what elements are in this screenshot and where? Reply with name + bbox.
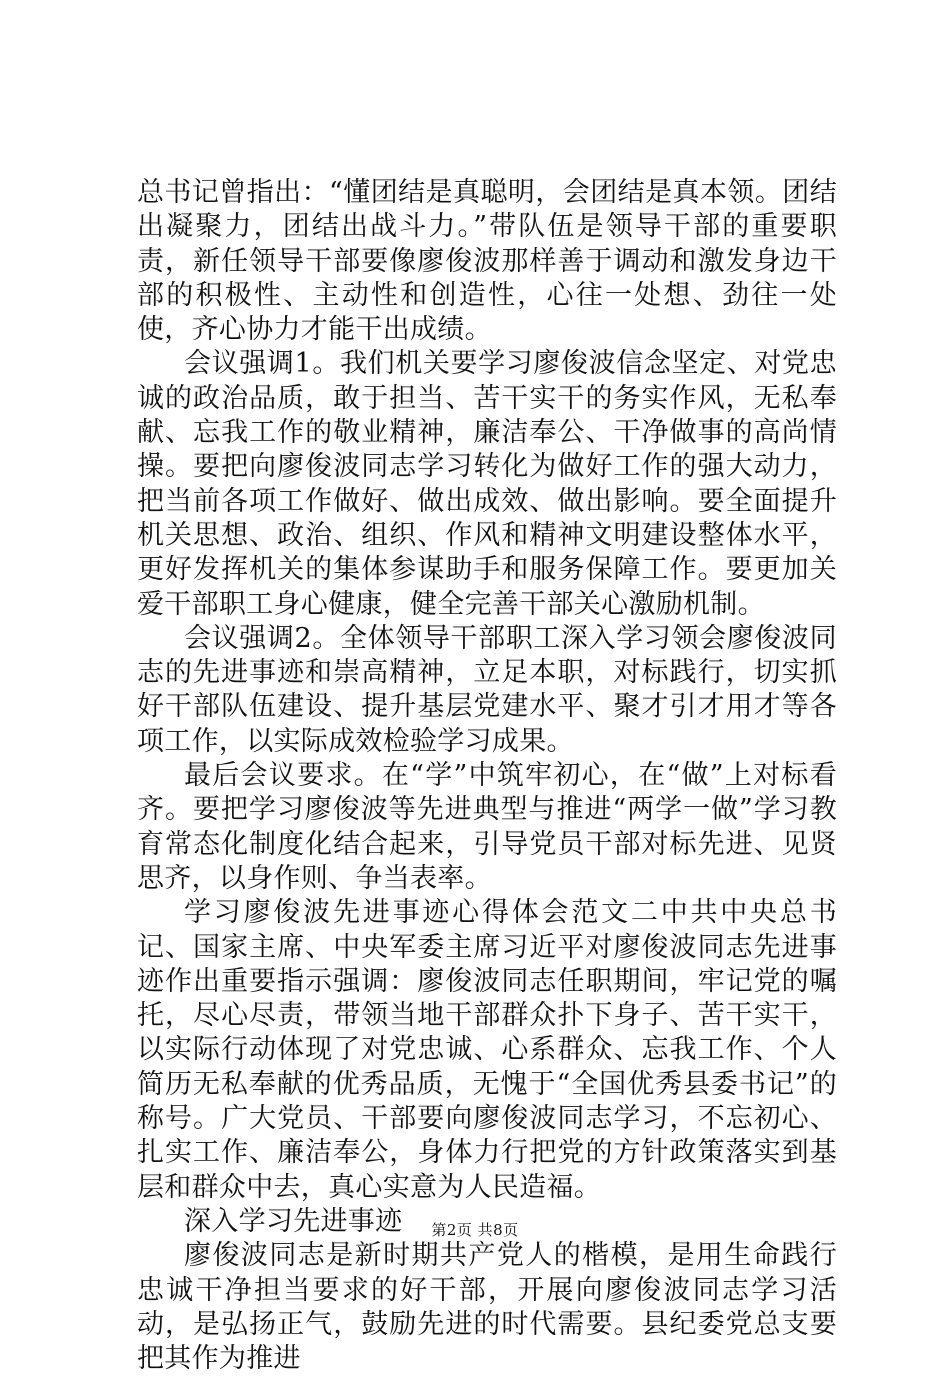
paragraph-5: 学习廖俊波先进事迹心得体会范文二中共中央总书记、国家主席、中央军委主席习近平对廖俊波同志先进事迹作出重要指示强调：廖俊波同志任职期间，牢记党的嘱托，尽心尽责，带领当地干部群众扑下身子、苦干实干，以实际行动体现了对党忠诚、心系群众、忘我工作、个人简历无私奉献的优秀品质，无愧于“全国优秀县委书记”的称号。广大党员、干部要向廖俊波同志学习，不忘初心、扎实工作、廉洁奉公，身体力行把党的方针政策落实到基层和群众中去，真心实意为人民造福。 [137,897,837,1203]
page-footer [0,1219,950,1240]
section-heading: 深入学习先进事迹 [184,1205,403,1237]
body-text [137,176,837,1376]
paragraph-1: 总书记曾指出：“懂团结是真聪明，会团结是真本领。团结出凝聚力，团结出战斗力。”带队伍是领导干部的重要职责，新任领导干部要像廖俊波那样善于调动和激发身边干部的积极性、主动性和创造性，心往一处想、劲往一处使，齐心协力才能干出成绩。 [137,177,837,346]
paragraph-6: 廖俊波同志是新时期共产党人的楷模，是用生命践行忠诚干净担当要求的好干部，开展向廖俊波同志学习活动，是弘扬正气，鼓励先进的时代需要。县纪委党总支要把其作为推进 [137,1240,837,1375]
paragraph-4: 最后会议要求。在“学”中筑牢初心，在“做”上对标看齐。要把学习廖俊波等先进典型与推进“两学一做”学习教育常态化制度化结合起来，引导党员干部对标先进、见贤思齐，以身作则、争当表率。 [137,760,837,894]
paragraph-2: 会议强调1。我们机关要学习廖俊波信念坚定、对党忠诚的政治品质，敢于担当、苦干实干的务实作风，无私奉献、忘我工作的敬业精神，廉洁奉公、干净做事的高尚情操。要把向廖俊波同志学习转化为做好工作的强大动力，把当前各项工作做好、做出成效、做出影响。要全面提升机关思想、政治、组织、作风和精神文明建设整体水平，更好发挥机关的集体参谋助手和服务保障工作。要更加关爱干部职工身心健康，健全完善干部关心激励机制。 [137,348,837,620]
paragraph-3: 会议强调2。全体领导干部职工深入学习领会廖俊波同志的先进事迹和崇高精神，立足本职，对标践行，切实抓好干部队伍建设、提升基层党建水平、聚才引才用才等各项工作，以实际成效检验学习成果。 [137,622,837,757]
page-number-label: 第2页 共8页 [431,1221,519,1239]
